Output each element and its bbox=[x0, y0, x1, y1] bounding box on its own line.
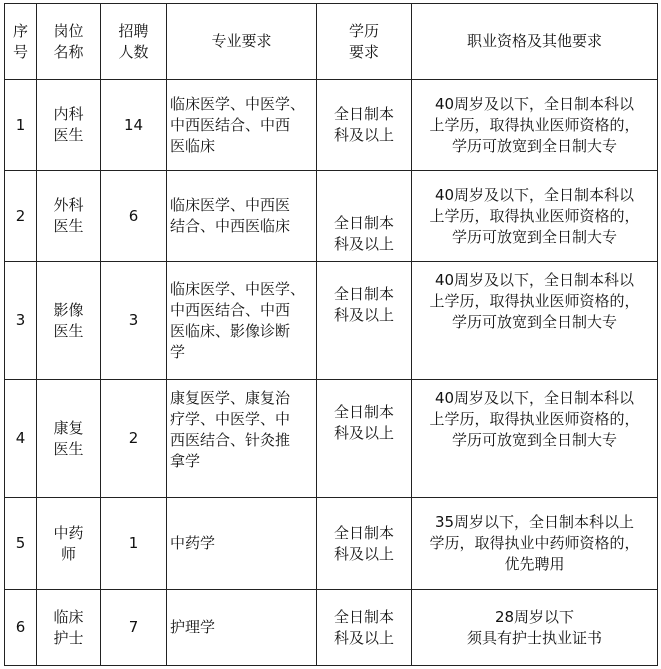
row-index: 5 bbox=[5, 498, 37, 590]
table-row bbox=[5, 498, 658, 590]
header-count: 招聘 人数 bbox=[101, 4, 167, 80]
row-index: 6 bbox=[5, 590, 37, 666]
row-count: 1 bbox=[101, 498, 167, 590]
row-education: 全日制本 科及以上 bbox=[317, 498, 412, 590]
row-position: 中药 师 bbox=[37, 498, 101, 590]
row-position: 外科 医生 bbox=[37, 171, 101, 262]
row-position: 影像 医生 bbox=[37, 262, 101, 380]
row-requirements: 35周岁以下，全日制本科以上 学历，取得执业中药师资格的， 优先聘用 bbox=[412, 498, 658, 590]
table-row bbox=[5, 262, 658, 380]
row-major: 中药学 bbox=[167, 498, 317, 590]
row-index: 3 bbox=[5, 262, 37, 380]
row-count: 6 bbox=[101, 171, 167, 262]
row-major: 临床医学、中医学、 中西医结合、中西 医临床 bbox=[167, 80, 317, 171]
table-row bbox=[5, 380, 658, 498]
header-education: 学历 要求 bbox=[317, 4, 412, 80]
row-requirements: 40周岁及以下，全日制本科以 上学历，取得执业医师资格的， 学历可放宽到全日制大专 bbox=[412, 171, 658, 262]
row-index: 4 bbox=[5, 380, 37, 498]
recruitment-table bbox=[4, 3, 658, 666]
table-row bbox=[5, 80, 658, 171]
row-education: 全日制本 科及以上 bbox=[317, 80, 412, 171]
row-major: 康复医学、康复治 疗学、中医学、中 西医结合、针灸推 拿学 bbox=[167, 380, 317, 498]
row-count: 7 bbox=[101, 590, 167, 666]
header-requirements: 职业资格及其他要求 bbox=[412, 4, 658, 80]
row-requirements: 40周岁及以下，全日制本科以 上学历，取得执业医师资格的， 学历可放宽到全日制大专 bbox=[412, 380, 658, 498]
row-education: 全日制本 科及以上 bbox=[317, 171, 412, 262]
row-position: 内科 医生 bbox=[37, 80, 101, 171]
header-row bbox=[5, 4, 658, 80]
row-requirements: 28周岁以下 须具有护士执业证书 bbox=[412, 590, 658, 666]
row-requirements: 40周岁及以下，全日制本科以 上学历，取得执业医师资格的， 学历可放宽到全日制大专 bbox=[412, 80, 658, 171]
row-major: 临床医学、中西医 结合、中西医临床 bbox=[167, 171, 317, 262]
row-position: 临床 护士 bbox=[37, 590, 101, 666]
row-index: 1 bbox=[5, 80, 37, 171]
row-education: 全日制本 科及以上 bbox=[317, 262, 412, 380]
header-position: 岗位 名称 bbox=[37, 4, 101, 80]
row-major: 临床医学、中医学、 中西医结合、中西 医临床、影像诊断 学 bbox=[167, 262, 317, 380]
row-education: 全日制本 科及以上 bbox=[317, 380, 412, 498]
row-major: 护理学 bbox=[167, 590, 317, 666]
table-row bbox=[5, 171, 658, 262]
row-index: 2 bbox=[5, 171, 37, 262]
header-index: 序 号 bbox=[5, 4, 37, 80]
row-count: 3 bbox=[101, 262, 167, 380]
row-count: 14 bbox=[101, 80, 167, 171]
row-education: 全日制本 科及以上 bbox=[317, 590, 412, 666]
row-requirements: 40周岁及以下，全日制本科以 上学历，取得执业医师资格的， 学历可放宽到全日制大专 bbox=[412, 262, 658, 380]
header-major: 专业要求 bbox=[167, 4, 317, 80]
row-position: 康复 医生 bbox=[37, 380, 101, 498]
row-count: 2 bbox=[101, 380, 167, 498]
table-row bbox=[5, 590, 658, 666]
